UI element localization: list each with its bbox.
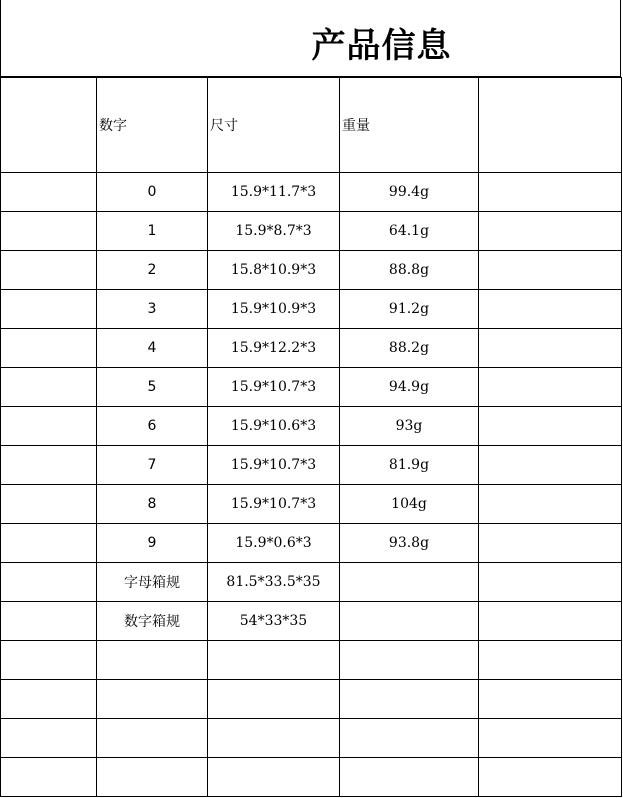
row-empty-left-cell[interactable]: [1, 524, 97, 563]
table-row: [1, 485, 622, 524]
table-row: [1, 758, 622, 797]
row-empty-left-cell[interactable]: [1, 212, 97, 251]
digit-cell[interactable]: 6: [97, 407, 208, 446]
table-row: [1, 212, 622, 251]
digit-cell[interactable]: 1: [97, 212, 208, 251]
page-title: 产品信息: [311, 26, 452, 66]
table-row: [1, 602, 622, 641]
weight-cell[interactable]: [340, 758, 479, 797]
digit-cell[interactable]: [97, 719, 208, 758]
table-row: [1, 446, 622, 485]
row-empty-right-cell[interactable]: [479, 329, 622, 368]
row-empty-right-cell[interactable]: [479, 368, 622, 407]
row-empty-right-cell[interactable]: [479, 446, 622, 485]
row-empty-left-cell[interactable]: [1, 563, 97, 602]
size-cell[interactable]: 54*33*35: [208, 602, 340, 641]
row-empty-left-cell[interactable]: [1, 719, 97, 758]
digit-cell[interactable]: [97, 758, 208, 797]
header-row: [1, 78, 622, 173]
row-empty-right-cell[interactable]: [479, 173, 622, 212]
size-cell[interactable]: [208, 641, 340, 680]
digit-cell[interactable]: [97, 680, 208, 719]
table-row: [1, 719, 622, 758]
header-label-weight: 重量: [342, 118, 370, 134]
header-label: [479, 117, 481, 133]
size-cell[interactable]: 15.9*10.9*3: [208, 290, 340, 329]
header-label-size: 尺寸: [210, 118, 238, 134]
row-empty-right-cell[interactable]: [479, 641, 622, 680]
row-empty-right-cell[interactable]: [479, 524, 622, 563]
row-empty-left-cell[interactable]: [1, 173, 97, 212]
row-empty-right-cell[interactable]: [479, 680, 622, 719]
weight-cell[interactable]: 104g: [340, 485, 479, 524]
weight-cell[interactable]: 88.2g: [340, 329, 479, 368]
digit-cell[interactable]: 4: [97, 329, 208, 368]
row-empty-left-cell[interactable]: [1, 329, 97, 368]
digit-cell[interactable]: 7: [97, 446, 208, 485]
table-row: [1, 329, 622, 368]
row-empty-right-cell[interactable]: [479, 407, 622, 446]
table-row: [1, 641, 622, 680]
row-empty-right-cell[interactable]: [479, 290, 622, 329]
row-empty-left-cell[interactable]: [1, 602, 97, 641]
row-empty-right-cell[interactable]: [479, 758, 622, 797]
weight-cell[interactable]: [340, 719, 479, 758]
weight-cell[interactable]: 93g: [340, 407, 479, 446]
table-row: [1, 407, 622, 446]
table-row: [1, 173, 622, 212]
header-cell-weight[interactable]: [340, 78, 479, 173]
digit-cell[interactable]: 5: [97, 368, 208, 407]
digit-cell[interactable]: 0: [97, 173, 208, 212]
table-row: [1, 368, 622, 407]
table-row: [1, 524, 622, 563]
table-row: [1, 251, 622, 290]
weight-cell[interactable]: 99.4g: [340, 173, 479, 212]
size-cell[interactable]: 15.9*10.7*3: [208, 485, 340, 524]
weight-cell[interactable]: 81.9g: [340, 446, 479, 485]
size-cell[interactable]: 15.9*8.7*3: [208, 212, 340, 251]
row-empty-left-cell[interactable]: [1, 368, 97, 407]
weight-cell[interactable]: [340, 680, 479, 719]
size-cell[interactable]: 15.9*12.2*3: [208, 329, 340, 368]
header-cell-size[interactable]: [208, 78, 340, 173]
size-cell[interactable]: 15.9*10.7*3: [208, 446, 340, 485]
size-cell[interactable]: 15.9*0.6*3: [208, 524, 340, 563]
digit-cell[interactable]: 2: [97, 251, 208, 290]
row-empty-right-cell[interactable]: [479, 251, 622, 290]
row-empty-left-cell[interactable]: [1, 485, 97, 524]
product-table: [0, 77, 622, 797]
table-row: [1, 680, 622, 719]
digit-cell[interactable]: 字母箱规: [97, 563, 208, 602]
digit-cell[interactable]: 数字箱规: [97, 602, 208, 641]
digit-cell[interactable]: 3: [97, 290, 208, 329]
size-cell[interactable]: [208, 680, 340, 719]
header-cell-empty-right[interactable]: [479, 78, 622, 173]
row-empty-right-cell[interactable]: [479, 602, 622, 641]
row-empty-left-cell[interactable]: [1, 446, 97, 485]
weight-cell[interactable]: 88.8g: [340, 251, 479, 290]
digit-cell[interactable]: 9: [97, 524, 208, 563]
row-empty-right-cell[interactable]: [479, 563, 622, 602]
size-cell[interactable]: 81.5*33.5*35: [208, 563, 340, 602]
size-cell[interactable]: [208, 758, 340, 797]
weight-cell[interactable]: [340, 602, 479, 641]
row-empty-left-cell[interactable]: [1, 680, 97, 719]
row-empty-left-cell[interactable]: [1, 407, 97, 446]
table-row: [1, 290, 622, 329]
weight-cell[interactable]: 64.1g: [340, 212, 479, 251]
table-row: [1, 563, 622, 602]
weight-cell[interactable]: [340, 641, 479, 680]
row-empty-left-cell[interactable]: [1, 641, 97, 680]
title-cell[interactable]: [0, 0, 621, 77]
size-cell[interactable]: 15.9*11.7*3: [208, 173, 340, 212]
weight-cell[interactable]: [340, 563, 479, 602]
digit-cell[interactable]: 8: [97, 485, 208, 524]
digit-cell[interactable]: [97, 641, 208, 680]
row-empty-right-cell[interactable]: [479, 485, 622, 524]
row-empty-left-cell[interactable]: [1, 251, 97, 290]
weight-cell[interactable]: 94.9g: [340, 368, 479, 407]
size-cell[interactable]: 15.8*10.9*3: [208, 251, 340, 290]
header-label-digit: 数字: [99, 118, 127, 134]
header-cell-digit[interactable]: [97, 78, 208, 173]
weight-cell[interactable]: 93.8g: [340, 524, 479, 563]
size-cell[interactable]: [208, 719, 340, 758]
header-label: [1, 117, 3, 133]
size-cell[interactable]: 15.9*10.7*3: [208, 368, 340, 407]
size-cell[interactable]: 15.9*10.6*3: [208, 407, 340, 446]
row-empty-right-cell[interactable]: [479, 719, 622, 758]
row-empty-left-cell[interactable]: [1, 290, 97, 329]
header-cell-empty-left[interactable]: [1, 78, 97, 173]
row-empty-right-cell[interactable]: [479, 212, 622, 251]
weight-cell[interactable]: 91.2g: [340, 290, 479, 329]
row-empty-left-cell[interactable]: [1, 758, 97, 797]
